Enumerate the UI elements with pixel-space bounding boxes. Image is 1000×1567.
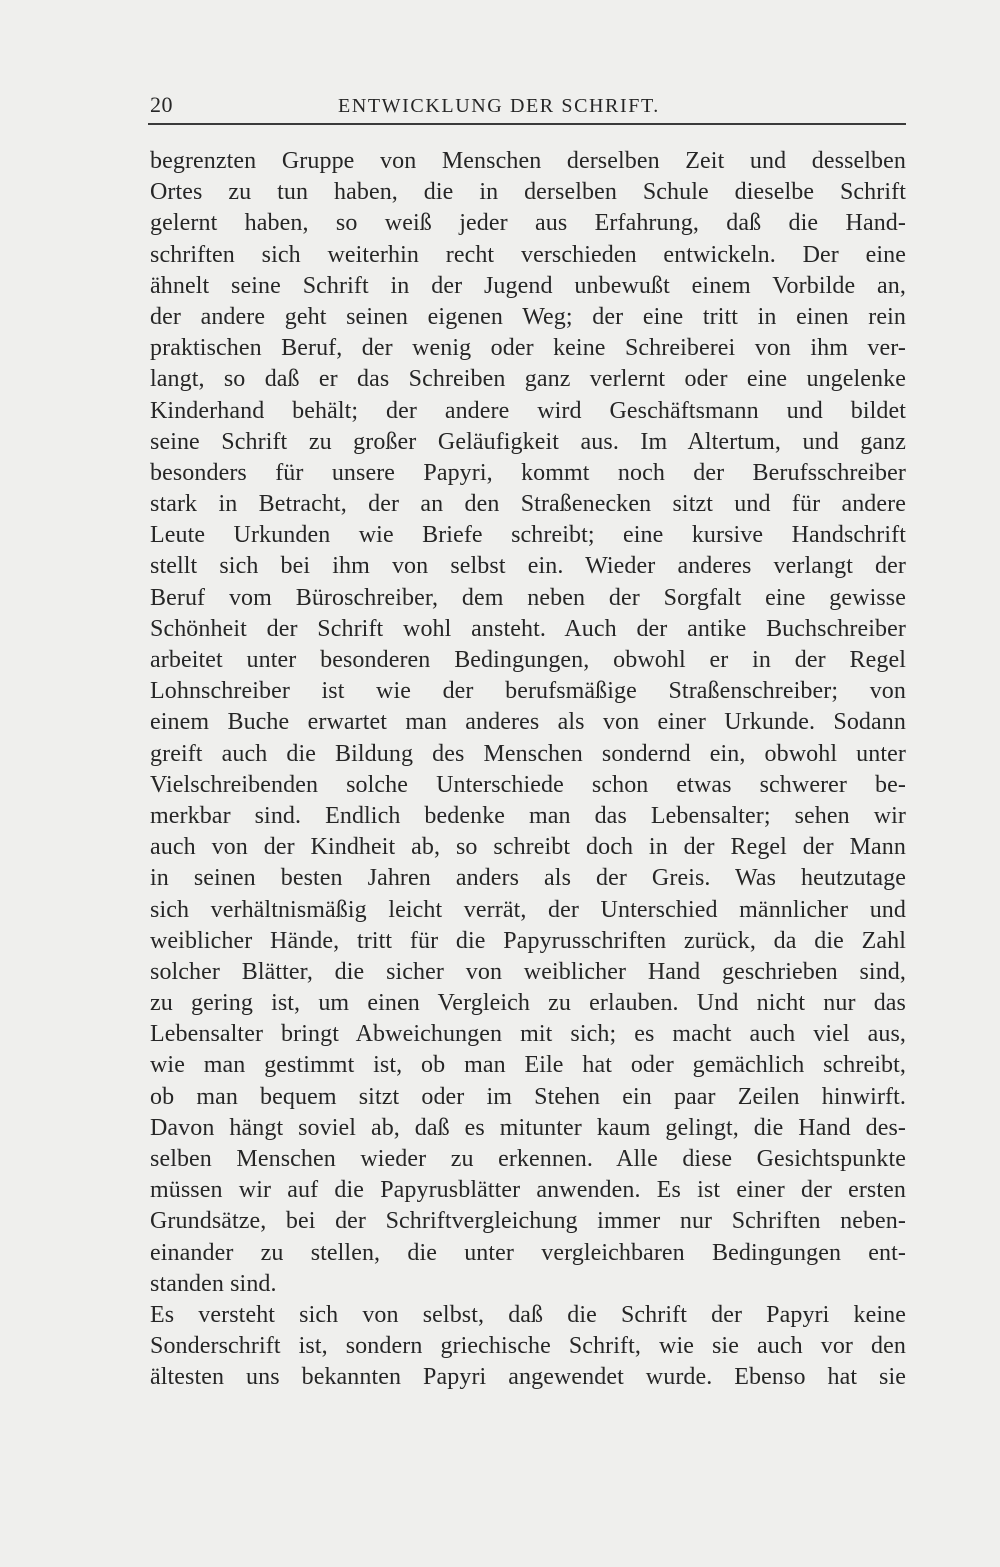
header-rule bbox=[148, 123, 906, 125]
text-line: Schönheit der Schrift wohl ansteht. Auch der antike Buchschreiber bbox=[150, 615, 906, 642]
text-line: zu gering ist, um einen Vergleich zu erlauben. Und nicht nur das bbox=[150, 990, 906, 1017]
text-line: arbeitet unter besonderen Bedingungen, obwohl er in der Regel bbox=[150, 647, 906, 673]
page-number: 20 bbox=[150, 92, 173, 117]
text-line: standen sind. bbox=[150, 1270, 277, 1297]
text-line: seine Schrift zu großer Geläufigkeit aus. Im Altertum, und ganz bbox=[150, 428, 906, 455]
text-line: auch von der Kindheit ab, so schreibt doch in der Regel der Mann bbox=[150, 834, 906, 861]
text-line: weiblicher Hände, tritt für die Papyrusschriften zurück, da die Zahl bbox=[150, 927, 906, 954]
text-line: solcher Blätter, die sicher von weiblicher Hand geschrieben sind, bbox=[150, 958, 906, 985]
text-line: Beruf vom Büroschreiber, dem neben der Sorgfalt eine gewisse bbox=[150, 584, 906, 611]
text-line: der andere geht seinen eigenen Weg; der eine tritt in einen rein bbox=[150, 303, 906, 330]
text-line: müssen wir auf die Papyrusblätter anwenden. Es ist einer der ersten bbox=[150, 1177, 906, 1204]
text-line: Leute Urkunden wie Briefe schreibt; eine kursive Handschrift bbox=[150, 522, 906, 549]
text-line: Davon hängt soviel ab, daß es mitunter kaum gelingt, die Hand des- bbox=[150, 1114, 906, 1141]
text-line: ältesten uns bekannten Papyri angewendet wurde. Ebenso hat sie bbox=[150, 1364, 906, 1391]
page-header bbox=[148, 92, 904, 124]
text-line: Vielschreibenden solche Unterschiede schon etwas schwerer be- bbox=[150, 771, 906, 798]
text-line: schriften sich weiterhin recht verschieden entwickeln. Der eine bbox=[150, 241, 906, 268]
text-line: besonders für unsere Papyri, kommt noch der Berufsschreiber bbox=[150, 459, 906, 486]
text-line: einem Buche erwartet man anderes als von einer Urkunde. Sodann bbox=[150, 709, 906, 736]
text-line: ähnelt seine Schrift in der Jugend unbewußt einem Vorbilde an, bbox=[150, 272, 906, 299]
running-title: ENTWICKLUNG DER SCHRIFT. bbox=[338, 95, 660, 117]
text-line: ob man bequem sitzt oder im Stehen ein paar Zeilen hinwirft. bbox=[150, 1083, 906, 1110]
text-line: merkbar sind. Endlich bedenke man das Lebensalter; sehen wir bbox=[150, 802, 906, 829]
text-line: Lebensalter bringt Abweichungen mit sich; es macht auch viel aus, bbox=[150, 1021, 906, 1048]
text-line: Lohnschreiber ist wie der berufsmäßige Straßenschreiber; von bbox=[150, 678, 906, 705]
text-line: Ortes zu tun haben, die in derselben Schule dieselbe Schrift bbox=[150, 179, 906, 206]
text-line: wie man gestimmt ist, ob man Eile hat oder gemächlich schreibt, bbox=[150, 1052, 906, 1079]
text-line: selben Menschen wieder zu erkennen. Alle diese Gesichtspunkte bbox=[150, 1146, 906, 1172]
text-line: gelernt haben, so weiß jeder aus Erfahrung, daß die Hand- bbox=[150, 210, 906, 237]
text-line: in seinen besten Jahren anders als der Greis. Was heutzutage bbox=[150, 865, 906, 892]
text-line: sich verhältnismäßig leicht verrät, der Unterschied männlicher und bbox=[150, 896, 906, 923]
text-line: Kinderhand behält; der andere wird Geschäftsmann und bildet bbox=[150, 397, 906, 424]
text-line: stellt sich bei ihm von selbst ein. Wieder anderes verlangt der bbox=[150, 553, 906, 580]
text-line: Sonderschrift ist, sondern griechische Schrift, wie sie auch vor den bbox=[150, 1333, 906, 1360]
text-line: greift auch die Bildung des Menschen sondernd ein, obwohl unter bbox=[150, 740, 906, 767]
text-line: einander zu stellen, die unter vergleichbaren Bedingungen ent- bbox=[150, 1239, 906, 1266]
text-line: Es versteht sich von selbst, daß die Schrift der Papyri keine bbox=[150, 1301, 906, 1328]
text-line: langt, so daß er das Schreiben ganz verlernt oder eine ungelenke bbox=[150, 366, 906, 393]
text-line: praktischen Beruf, der wenig oder keine Schreiberei von ihm ver- bbox=[150, 335, 906, 362]
body-text bbox=[150, 146, 906, 1394]
text-line: Grundsätze, bei der Schriftvergleichung immer nur Schriften neben- bbox=[150, 1208, 906, 1235]
text-line: stark in Betracht, der an den Straßenecken sitzt und für andere bbox=[150, 491, 906, 518]
text-line: begrenzten Gruppe von Menschen derselben Zeit und desselben bbox=[150, 148, 906, 174]
